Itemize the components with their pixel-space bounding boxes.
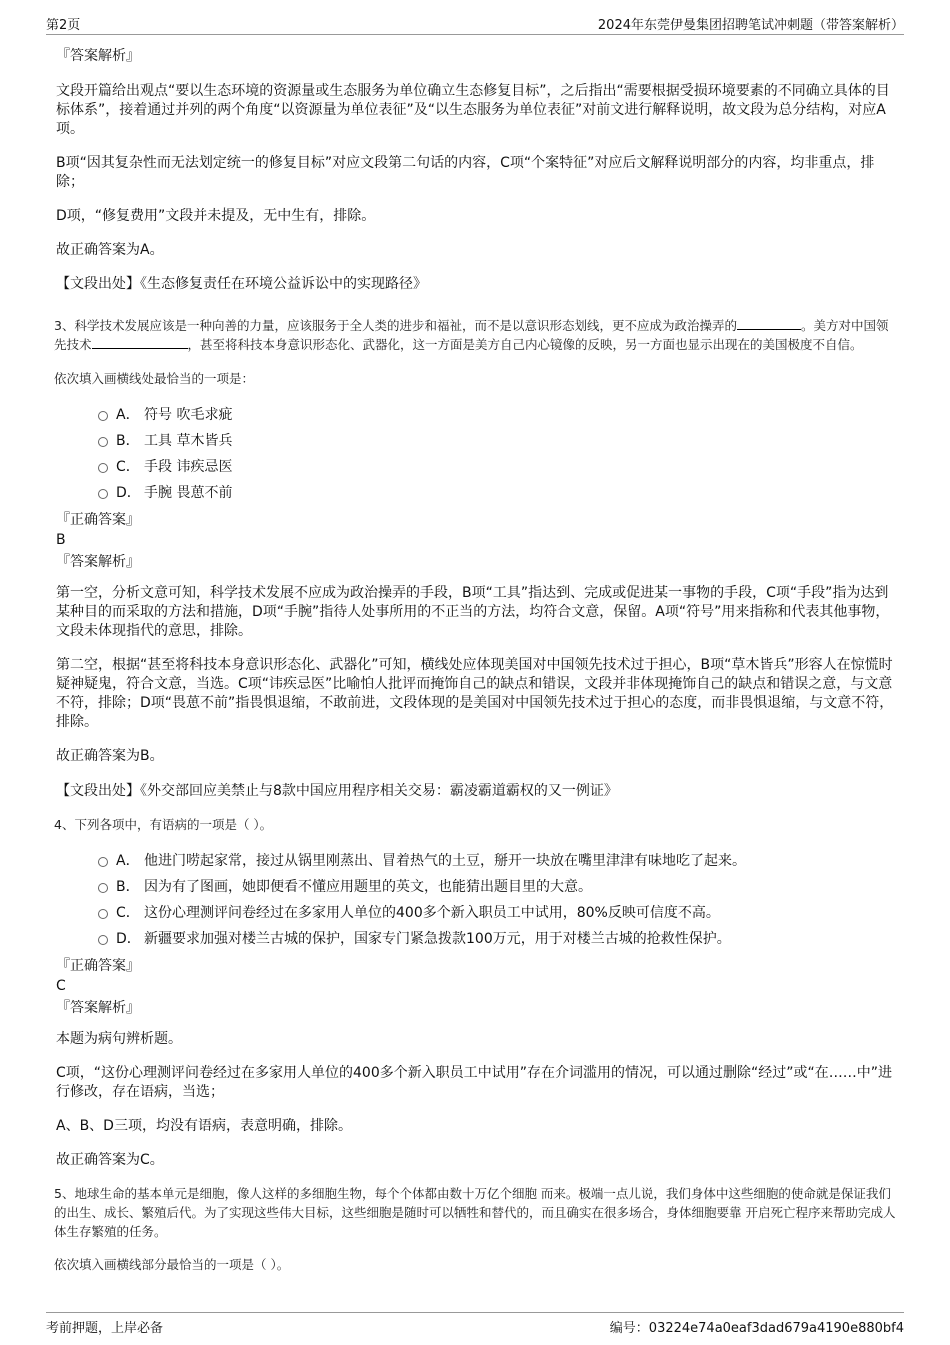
page-content bbox=[56, 44, 900, 1274]
question-prompt: 依次填入画横线处最恰当的一项是： bbox=[54, 371, 255, 386]
option-c[interactable] bbox=[56, 900, 900, 926]
option-b[interactable] bbox=[56, 874, 900, 900]
correct-answer-heading: 『正确答案』 bbox=[56, 958, 140, 974]
option-b[interactable] bbox=[56, 428, 900, 454]
option-text: 手腕 畏葸不前 bbox=[144, 485, 233, 501]
analysis-paragraph: 本题为病句辨析题。 bbox=[56, 1031, 182, 1047]
option-letter: C． bbox=[116, 905, 140, 921]
radio-icon[interactable] bbox=[98, 411, 108, 421]
option-d[interactable] bbox=[56, 926, 900, 952]
stem-part: 。美方对中国领先技术 bbox=[54, 318, 889, 352]
correct-answer: C bbox=[56, 978, 66, 994]
correct-answer: B bbox=[56, 532, 66, 548]
option-list bbox=[56, 848, 900, 952]
analysis-paragraph: 第二空，根据“甚至将科技本身意识形态化、武器化”可知，横线处应体现美国对中国领先技术过于担心，B项“草木皆兵”形容人在惊慌时疑神疑鬼，符合文意，当选。C项“讳疾忌医”比喻怕人批评而掩饰自己的缺点和错误，文段并非体现掩饰自己的缺点和错误之意，与文意不符，排除；D项“畏葸不前”指畏惧退缩，不敢前进，文段体现的是美国对中国领先技术过于担心的态度，而非畏惧退缩，与文意不符，排除。 bbox=[56, 657, 894, 730]
document-title: 2024年东莞伊曼集团招聘笔试冲刺题（带答案解析） bbox=[597, 18, 904, 33]
blank-line bbox=[92, 336, 188, 349]
page-header bbox=[46, 10, 904, 35]
option-text: 这份心理测评问卷经过在多家用人单位的400多个新入职员工中试用，80%反映可信度不高。 bbox=[144, 905, 720, 921]
analysis-paragraph: 第一空，分析文意可知，科学技术发展不应成为政治操弄的手段，B项“工具”指达到、完成或促进某一事物的手段，C项“手段”指为达到某种目的而采取的方法和措施，D项“手腕”指待人处事所用的不正当的方法，均符合文意，保留。A项“符号”用来指称和代表其他事物，文段未体现指代的意思，排除。 bbox=[56, 585, 890, 639]
analysis-paragraph: 文段开篇给出观点“要以生态环境的资源量或生态服务为单位确立生态修复目标”，之后指出“需要根据受损环境要素的不同确立具体的目标体系”，接着通过并列的两个角度“以资源量为单位表征”及“以生态服务为单位表征”对前文进行解释说明，故文段为总分结构，对应A项。 bbox=[56, 83, 890, 137]
radio-icon[interactable] bbox=[98, 909, 108, 919]
analysis-paragraph: C项，“这份心理测评问卷经过在多家用人单位的400多个新入职员工中试用”存在介词滥用的情况，可以通过删除“经过”或“在……中”进行修改，存在语病，当选； bbox=[56, 1065, 893, 1100]
option-letter: D． bbox=[116, 931, 141, 947]
option-letter: B． bbox=[116, 433, 140, 449]
option-text: 他进门唠起家常，接过从锅里刚蒸出、冒着热气的土豆，掰开一块放在嘴里津津有味地吃了起来。 bbox=[144, 853, 746, 869]
stem-part: ，甚至将科技本身意识形态化、武器化，这一方面是美方自己内心镜像的反映，另一方面也显示出现在的美国极度不自信。 bbox=[187, 337, 863, 352]
option-letter: D． bbox=[116, 485, 141, 501]
option-letter: B． bbox=[116, 879, 140, 895]
correct-answer-heading: 『正确答案』 bbox=[56, 512, 140, 528]
source-citation: 【文段出处】《外交部回应美禁止与8款中国应用程序相关交易：霸凌霸道霸权的又一例证》 bbox=[56, 783, 618, 799]
radio-icon[interactable] bbox=[98, 437, 108, 447]
radio-icon[interactable] bbox=[98, 883, 108, 893]
stem-part: 3、科学技术发展应该是一种向善的力量，应该服务于全人类的进步和福祉，而不是以意识形态划线，更不应成为政治操弄的 bbox=[54, 318, 737, 333]
analysis-heading: 『答案解析』 bbox=[56, 554, 140, 570]
source-citation: 【文段出处】《生态修复责任在环境公益诉讼中的实现路径》 bbox=[56, 276, 427, 292]
radio-icon[interactable] bbox=[98, 489, 108, 499]
question-stem: 4、下列各项中，有语病的一项是（ ）。 bbox=[54, 817, 273, 832]
option-c[interactable] bbox=[56, 454, 900, 480]
blank-line bbox=[737, 317, 801, 330]
option-letter: A． bbox=[116, 407, 140, 423]
option-letter: C． bbox=[116, 459, 140, 475]
analysis-paragraph: B项“因其复杂性而无法划定统一的修复目标”对应文段第二句话的内容，C项“个案特征”对应后文解释说明部分的内容，均非重点，排除； bbox=[56, 155, 875, 190]
option-a[interactable] bbox=[56, 848, 900, 874]
analysis-heading: 『答案解析』 bbox=[56, 48, 140, 64]
option-letter: A． bbox=[116, 853, 140, 869]
radio-icon[interactable] bbox=[98, 935, 108, 945]
option-text: 因为有了图画，她即便看不懂应用题里的英文，也能猜出题目里的大意。 bbox=[144, 879, 592, 895]
option-a[interactable] bbox=[56, 402, 900, 428]
option-list bbox=[56, 402, 900, 506]
page-number: 第2页 bbox=[46, 18, 81, 33]
option-text: 符号 吹毛求疵 bbox=[144, 407, 233, 423]
analysis-paragraph: 故正确答案为B。 bbox=[56, 748, 164, 764]
option-d[interactable] bbox=[56, 480, 900, 506]
question-stem bbox=[54, 316, 900, 354]
option-text: 手段 讳疾忌医 bbox=[144, 459, 233, 475]
analysis-heading: 『答案解析』 bbox=[56, 1000, 140, 1016]
option-text: 新疆要求加强对楼兰古城的保护，国家专门紧急拨款100万元，用于对楼兰古城的抢救性保护。 bbox=[144, 931, 731, 947]
page-footer bbox=[46, 1312, 904, 1341]
document-code: 编号：03224e74a0eaf3dad679a4190e880bf4 bbox=[609, 1321, 904, 1336]
footer-slogan: 考前押题，上岸必备 bbox=[46, 1321, 164, 1336]
radio-icon[interactable] bbox=[98, 857, 108, 867]
analysis-paragraph: A、B、D三项，均没有语病，表意明确，排除。 bbox=[56, 1118, 352, 1134]
analysis-paragraph: 故正确答案为C。 bbox=[56, 1152, 164, 1168]
analysis-paragraph: 故正确答案为A。 bbox=[56, 242, 164, 258]
option-text: 工具 草木皆兵 bbox=[144, 433, 233, 449]
question-prompt: 依次填入画横线部分最恰当的一项是（ ）。 bbox=[54, 1257, 290, 1272]
radio-icon[interactable] bbox=[98, 463, 108, 473]
question-stem: 5、地球生命的基本单元是细胞，像人这样的多细胞生物，每个个体都由数十万亿个细胞 而来。极端一点儿说，我们身体中这些细胞的使命就是保证我们的出生、成长、繁殖后代。为了实现这些伟大目标，这些细胞是随时可以牺牲和替代的，而且确实在很多场合，身体细胞要靠 开启死亡程序来帮助完成人体生存繁殖的任务。 bbox=[54, 1186, 896, 1239]
analysis-paragraph: D项，“修复费用”文段并未提及，无中生有，排除。 bbox=[56, 208, 376, 224]
